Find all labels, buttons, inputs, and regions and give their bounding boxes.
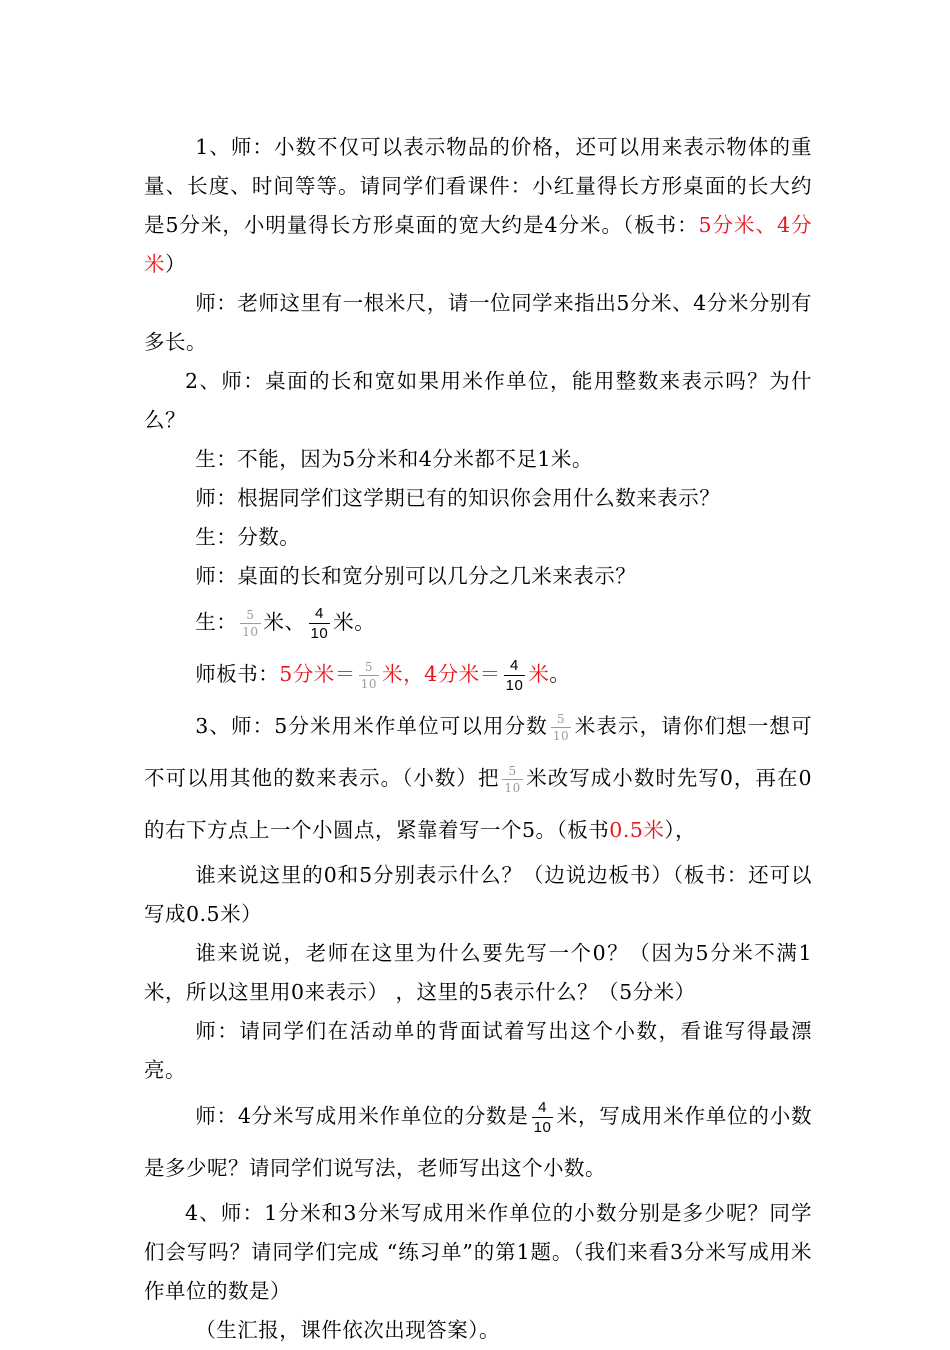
fraction-numerator: 5	[551, 713, 571, 728]
board-note-fractions	[279, 657, 550, 694]
paragraph-11: 谁来说这里的0和5分别表示什么？（边说边板书）（板书：还可以写成0.5米）	[144, 863, 812, 926]
paragraph-1	[144, 128, 812, 284]
fraction-numerator: 4	[532, 1100, 554, 1118]
fraction-denominator: 10	[505, 677, 524, 694]
p8-c: 米。	[333, 610, 376, 634]
paragraph-5: 师：根据同学们这学期已有的知识你会用什么数来表示？	[195, 486, 721, 510]
fraction-5-10	[240, 609, 260, 638]
paragraph-8	[144, 596, 812, 648]
fraction-4-10	[504, 658, 526, 693]
fraction-4-10	[309, 606, 331, 641]
p9-a: 师板书：	[195, 662, 280, 686]
p8-a: 生：	[195, 610, 238, 634]
fraction-numerator: 5	[502, 765, 522, 780]
fraction-numerator: 4	[504, 658, 526, 676]
paragraph-12: 谁来说说，老师在这里为什么要先写一个0？（因为5分米不满1米，所以这里用0来表示） ，这里的5表示什么？（5分米）	[144, 941, 812, 1004]
fraction-numerator: 5	[359, 661, 379, 676]
p14-b: 米，写成用米作单位的小数是多少呢？请同学们说写法，老师写出这个小数。	[144, 1104, 813, 1180]
p9-d: 米	[528, 662, 550, 686]
paragraph-3: 2、师：桌面的长和宽如果用米作单位，能用整数来表示吗？为什么？	[144, 369, 812, 432]
p9-c: 米，4分米＝	[382, 662, 501, 686]
fraction-numerator: 5	[240, 609, 260, 624]
p10-b: 米表示，请你们想一想可不可以用其他的数来表示。（小数）把	[144, 714, 812, 790]
paragraph-4: 生：不能，因为5分米和4分米都不足1米。	[195, 447, 593, 471]
fraction-denominator: 10	[360, 677, 378, 691]
paragraph-7: 师：桌面的长和宽分别可以几分之几米来表示？	[195, 564, 637, 588]
paragraph-13: 师：请同学们在活动单的背面试着写出这个小数，看谁写得最漂亮。	[144, 1019, 812, 1082]
fraction-denominator: 10	[504, 781, 521, 795]
paragraph-10	[144, 700, 812, 856]
fraction-denominator: 10	[533, 1119, 552, 1136]
p9-b: 5分米＝	[279, 662, 356, 686]
p14-a: 师：4分米写成用米作单位的分数是	[195, 1104, 529, 1128]
fraction-5-10	[551, 713, 571, 742]
p1-end: ）	[165, 252, 186, 276]
fraction-5-10	[359, 661, 379, 690]
paragraph-14	[144, 1090, 812, 1194]
p10-c: 米改写成小数时先写0，再在0的右下方点上一个小圆点，紧靠着写一个5。（板书	[144, 766, 813, 842]
paragraph-9	[144, 648, 812, 700]
paragraph-16: （生汇报，课件依次出现答案）。	[195, 1318, 500, 1342]
fraction-5-10	[502, 765, 522, 794]
p1-text: 1、师：小数不仅可以表示物品的价格，还可以用来表示物体的重量、长度、时间等等。请同学们看课件：小红量得长方形桌面的长大约是5分米，小明量得长方形桌面的宽大约是4分米。（板书：	[144, 135, 812, 237]
p10-e: ），	[664, 818, 697, 842]
fraction-denominator: 10	[310, 625, 329, 642]
board-note-0-5-m: 0.5米	[609, 818, 665, 842]
lesson-body	[144, 128, 812, 1350]
fraction-numerator: 4	[309, 606, 331, 624]
paragraph-6: 生：分数。	[195, 525, 301, 549]
p10-a: 3、师：5分米用米作单位可以用分数	[195, 714, 548, 738]
paragraph-2: 师：老师这里有一根米尺，请一位同学来指出5分米、4分米分别有多长。	[144, 291, 812, 354]
p8-b: 米、	[263, 610, 306, 634]
fraction-4-10	[532, 1100, 554, 1135]
p9-e: 。	[549, 662, 571, 686]
fraction-denominator: 10	[242, 625, 259, 639]
board-note-5-4-dm: 5分米、4分米	[144, 213, 812, 276]
paragraph-15: 4、师：1分米和3分米写成用米作单位的小数分别是多少呢？同学们会写吗？请同学们完成 “练习单”的第1题。（我们来看3分米写成用米作单位的数是）	[144, 1201, 812, 1303]
fraction-denominator: 10	[552, 729, 570, 743]
